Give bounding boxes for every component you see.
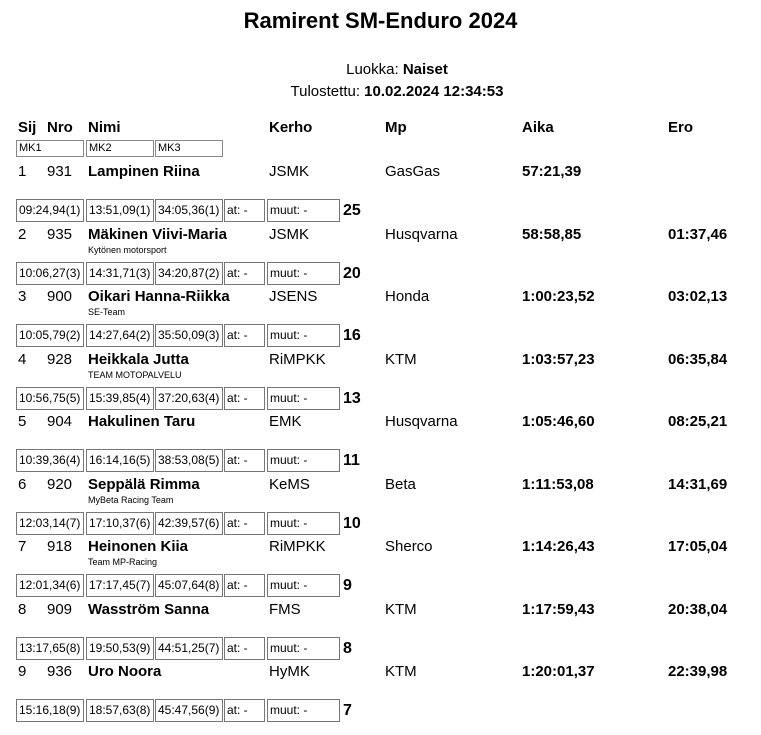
result-gap: 22:39,98 — [668, 663, 728, 680]
rider-name: Wasström Sanna — [88, 601, 210, 618]
rider-bike: Honda — [385, 288, 430, 305]
muut-value: muut: - — [267, 574, 340, 597]
at-value: at: - — [224, 512, 265, 535]
muut-value: muut: - — [267, 262, 340, 285]
header-mk1: MK1 — [16, 140, 84, 157]
mk2-time: 16:14,16(5) — [86, 449, 154, 472]
result-row — [0, 288, 761, 350]
rider-club: FMS — [269, 601, 301, 618]
class-line — [0, 61, 761, 78]
mk3-time: 45:07,64(8) — [155, 574, 223, 597]
rider-club: EMK — [269, 413, 302, 430]
rider-bike: KTM — [385, 351, 417, 368]
muut-value: muut: - — [267, 449, 340, 472]
result-position: 4 — [18, 351, 27, 368]
header-nro: Nro — [47, 119, 73, 136]
mk2-time: 15:39,85(4) — [86, 387, 154, 410]
header-gap: Ero — [668, 119, 694, 136]
muut-value: muut: - — [267, 699, 340, 722]
mk1-time: 12:01,34(6) — [16, 574, 84, 597]
at-value: at: - — [224, 637, 265, 660]
result-row — [0, 163, 761, 225]
rider-team: MyBeta Racing Team — [88, 495, 174, 505]
at-value: at: - — [224, 449, 265, 472]
muut-value: muut: - — [267, 637, 340, 660]
rider-club: JSMK — [269, 163, 310, 180]
header-time: Aika — [522, 119, 554, 136]
points: 25 — [343, 202, 361, 219]
result-position: 3 — [18, 288, 27, 305]
result-position: 1 — [18, 163, 27, 180]
rider-name: Seppälä Rimma — [88, 476, 200, 493]
mk1-time: 10:05,79(2) — [16, 324, 84, 347]
result-time: 1:17:59,43 — [522, 601, 595, 618]
result-time: 58:58,85 — [522, 226, 582, 243]
mk1-time: 10:06,27(3) — [16, 262, 84, 285]
muut-value: muut: - — [267, 512, 340, 535]
result-time: 1:05:46,60 — [522, 413, 595, 430]
mk3-time: 34:05,36(1) — [155, 199, 223, 222]
result-row — [0, 601, 761, 663]
result-gap: 08:25,21 — [668, 413, 728, 430]
at-value: at: - — [224, 574, 265, 597]
muut-value: muut: - — [267, 387, 340, 410]
mk1-time: 10:56,75(5) — [16, 387, 84, 410]
at-value: at: - — [224, 199, 265, 222]
rider-team: Team MP-Racing — [88, 557, 158, 567]
rider-team: SE-Team — [88, 307, 126, 317]
muut-value: muut: - — [267, 199, 340, 222]
result-row — [0, 476, 761, 538]
at-value: at: - — [224, 262, 265, 285]
header-name: Nimi — [88, 119, 121, 136]
points: 8 — [343, 640, 352, 657]
result-gap: 17:05,04 — [668, 538, 728, 555]
mk3-time: 37:20,63(4) — [155, 387, 223, 410]
points: 20 — [343, 265, 361, 282]
printed-line — [0, 83, 761, 100]
result-position: 8 — [18, 601, 27, 618]
points: 13 — [343, 390, 361, 407]
points: 9 — [343, 577, 352, 594]
rider-number: 909 — [47, 601, 73, 618]
result-position: 7 — [18, 538, 27, 555]
rider-club: JSMK — [269, 226, 310, 243]
result-row — [0, 413, 761, 475]
result-gap: 03:02,13 — [668, 288, 728, 305]
header-bike: Mp — [385, 119, 407, 136]
rider-team: TEAM MOTOPALVELU — [88, 370, 182, 380]
result-time: 1:11:53,08 — [522, 476, 594, 493]
class-value: Naiset — [402, 61, 448, 78]
result-gap: 06:35,84 — [668, 351, 728, 368]
mk3-time: 45:47,56(9) — [155, 699, 223, 722]
rider-number: 920 — [47, 476, 73, 493]
header-mk3: MK3 — [155, 140, 223, 157]
points: 11 — [343, 452, 360, 469]
mk1-time: 10:39,36(4) — [16, 449, 84, 472]
at-value: at: - — [224, 387, 265, 410]
header-pos: Sij — [18, 119, 37, 136]
header-mk2: MK2 — [86, 140, 154, 157]
points: 10 — [343, 515, 361, 532]
rider-bike: KTM — [385, 663, 417, 680]
result-time: 1:03:57,23 — [522, 351, 595, 368]
printed-label: Tulostettu: — [290, 83, 360, 100]
mk2-time: 19:50,53(9) — [86, 637, 154, 660]
mk3-time: 44:51,25(7) — [155, 637, 223, 660]
rider-name: Hakulinen Taru — [88, 413, 196, 430]
points: 7 — [343, 702, 352, 719]
rider-number: 900 — [47, 288, 73, 305]
rider-name: Uro Noora — [88, 663, 162, 680]
mk2-time: 14:27,64(2) — [86, 324, 154, 347]
mk1-time: 09:24,94(1) — [16, 199, 84, 222]
printed-value: 10.02.2024 12:34:53 — [364, 83, 504, 100]
rider-team: Kytönen motorsport — [88, 245, 167, 255]
mk1-time: 13:17,65(8) — [16, 637, 84, 660]
mk3-time: 34:20,87(2) — [155, 262, 223, 285]
rider-number: 935 — [47, 226, 73, 243]
mk3-time: 38:53,08(5) — [155, 449, 223, 472]
at-value: at: - — [224, 324, 265, 347]
rider-bike: Husqvarna — [385, 226, 458, 243]
rider-bike: KTM — [385, 601, 417, 618]
rider-bike: Sherco — [385, 538, 433, 555]
result-time: 1:20:01,37 — [522, 663, 595, 680]
rider-number: 928 — [47, 351, 73, 368]
rider-number: 904 — [47, 413, 73, 430]
result-row — [0, 226, 761, 288]
result-position: 2 — [18, 226, 27, 243]
page-title: Ramirent SM-Enduro 2024 — [243, 8, 518, 33]
at-value: at: - — [224, 699, 265, 722]
mk2-time: 17:17,45(7) — [86, 574, 154, 597]
rider-number: 931 — [47, 163, 73, 180]
result-time: 1:14:26,43 — [522, 538, 595, 555]
mk1-time: 15:16,18(9) — [16, 699, 84, 722]
rider-name: Oikari Hanna-Riikka — [88, 288, 230, 305]
result-gap: 20:38,04 — [668, 601, 728, 618]
rider-bike: Beta — [385, 476, 416, 493]
mk2-time: 17:10,37(6) — [86, 512, 154, 535]
rider-name: Mäkinen Viivi-Maria — [88, 226, 227, 243]
result-row — [0, 538, 761, 600]
rider-bike: GasGas — [385, 163, 441, 180]
result-position: 9 — [18, 663, 27, 680]
result-row — [0, 351, 761, 413]
rider-name: Lampinen Riina — [88, 163, 200, 180]
result-gap: 14:31,69 — [668, 476, 728, 493]
rider-club: KeMS — [269, 476, 310, 493]
result-row — [0, 663, 761, 725]
mk2-time: 14:31,71(3) — [86, 262, 154, 285]
result-time: 57:21,39 — [522, 163, 582, 180]
result-gap: 01:37,46 — [668, 226, 728, 243]
mk1-time: 12:03,14(7) — [16, 512, 84, 535]
result-position: 6 — [18, 476, 27, 493]
muut-value: muut: - — [267, 324, 340, 347]
rider-number: 918 — [47, 538, 73, 555]
rider-bike: Husqvarna — [385, 413, 458, 430]
rider-club: RiMPKK — [269, 351, 326, 368]
mk2-time: 13:51,09(1) — [86, 199, 154, 222]
points: 16 — [343, 327, 361, 344]
result-time: 1:00:23,52 — [522, 288, 595, 305]
rider-club: HyMK — [269, 663, 310, 680]
header-club: Kerho — [269, 119, 313, 136]
class-label: Luokka: — [346, 61, 399, 78]
mk3-time: 42:39,57(6) — [155, 512, 223, 535]
mk3-time: 35:50,09(3) — [155, 324, 223, 347]
rider-name: Heikkala Jutta — [88, 351, 189, 368]
result-position: 5 — [18, 413, 27, 430]
rider-club: RiMPKK — [269, 538, 326, 555]
rider-name: Heinonen Kiia — [88, 538, 189, 555]
mk2-time: 18:57,63(8) — [86, 699, 154, 722]
rider-number: 936 — [47, 663, 73, 680]
rider-club: JSENS — [269, 288, 318, 305]
